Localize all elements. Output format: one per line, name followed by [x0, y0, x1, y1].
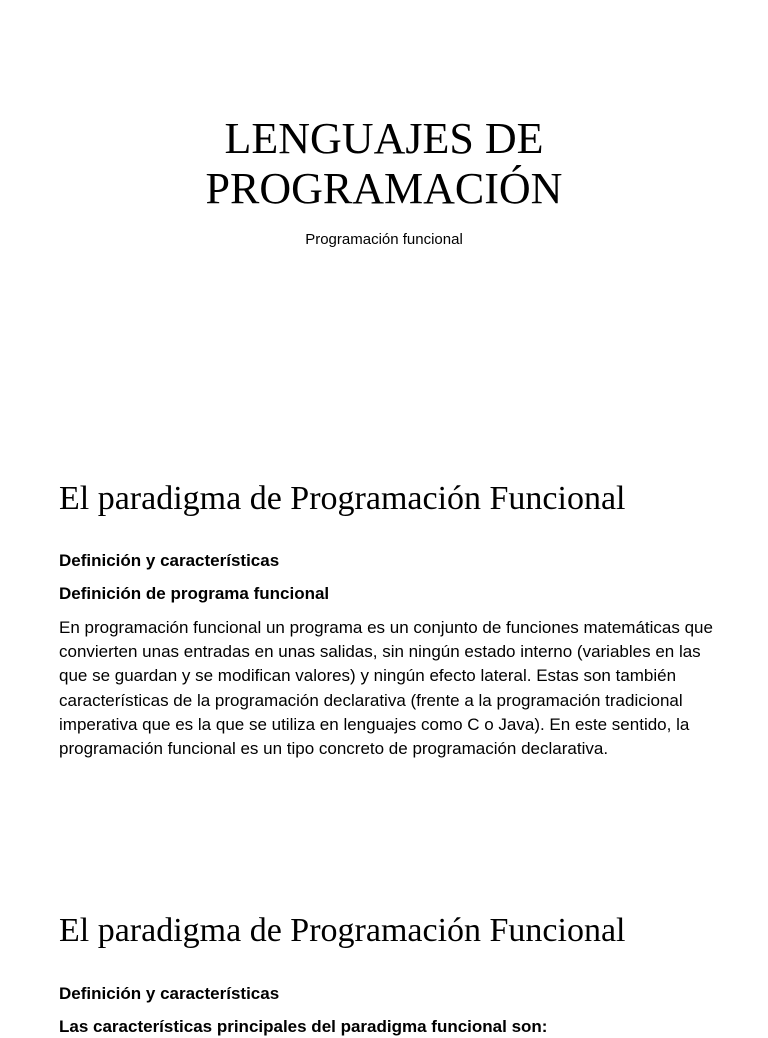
- presentation-subtitle: Programación funcional: [305, 231, 463, 248]
- content-slide-characteristics: [0, 864, 768, 1036]
- slide-heading: El paradigma de Programación Funcional: [59, 912, 626, 949]
- slide-heading: El paradigma de Programación Funcional: [59, 480, 626, 517]
- presentation-title: LENGUAJES DE PROGRAMACIÓN: [205, 114, 563, 213]
- content-slide-definition: [0, 432, 768, 864]
- body-paragraph: En programación funcional un programa es un conjunto de funciones matemáticas que convierten unas entradas en unas salidas, sin ningún estado interno (variables en las que se guardan y se modifican valores) y ningún efecto lateral. Estas son también características de la programación declarativa (frente a la programación tradicional imperativa que es la que se utiliza en lenguajes como C o Java). En este sentido, la programación funcional es un tipo concreto de programación declarativa.: [59, 618, 713, 759]
- partial-bold-line: Las características principales del paradigma funcional son:: [59, 1017, 548, 1036]
- section-title: Definición y características: [59, 551, 280, 570]
- title-slide: [0, 0, 768, 432]
- section-title: Definición y características: [59, 984, 280, 1003]
- subsection-title: Definición de programa funcional: [59, 584, 330, 603]
